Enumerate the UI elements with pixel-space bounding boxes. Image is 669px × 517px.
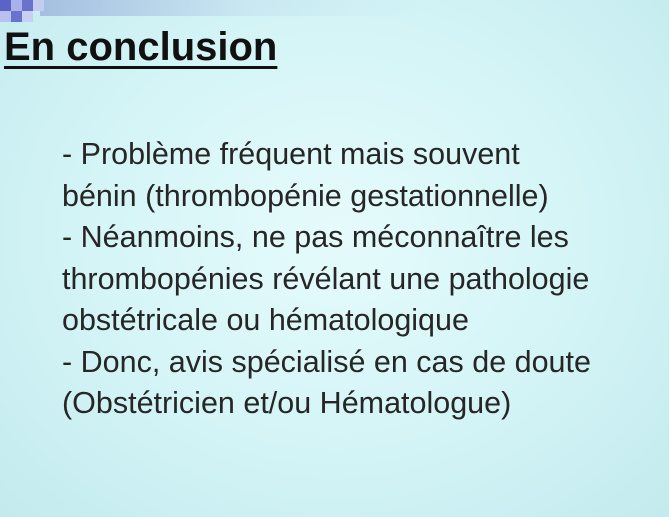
decoration-square [0,0,11,11]
bullet-item: - Néanmoins, ne pas méconnaître les thrombopénies révélant une pathologie obstétricale ou hématologique [62,220,590,337]
bullet-item: - Problème fréquent mais souvent bénin (thrombopénie gestationnelle) [62,137,549,213]
corner-decoration-fade [40,0,420,16]
decoration-square [33,0,44,11]
slide-title: En conclusion [4,25,278,69]
decoration-square [22,0,33,11]
corner-decoration [0,0,420,22]
bullet-item: - Donc, avis spécialisé en cas de doute (Obstétricien et/ou Hématologue) [62,344,591,420]
decoration-square [11,0,22,11]
bullet-list [62,134,662,425]
